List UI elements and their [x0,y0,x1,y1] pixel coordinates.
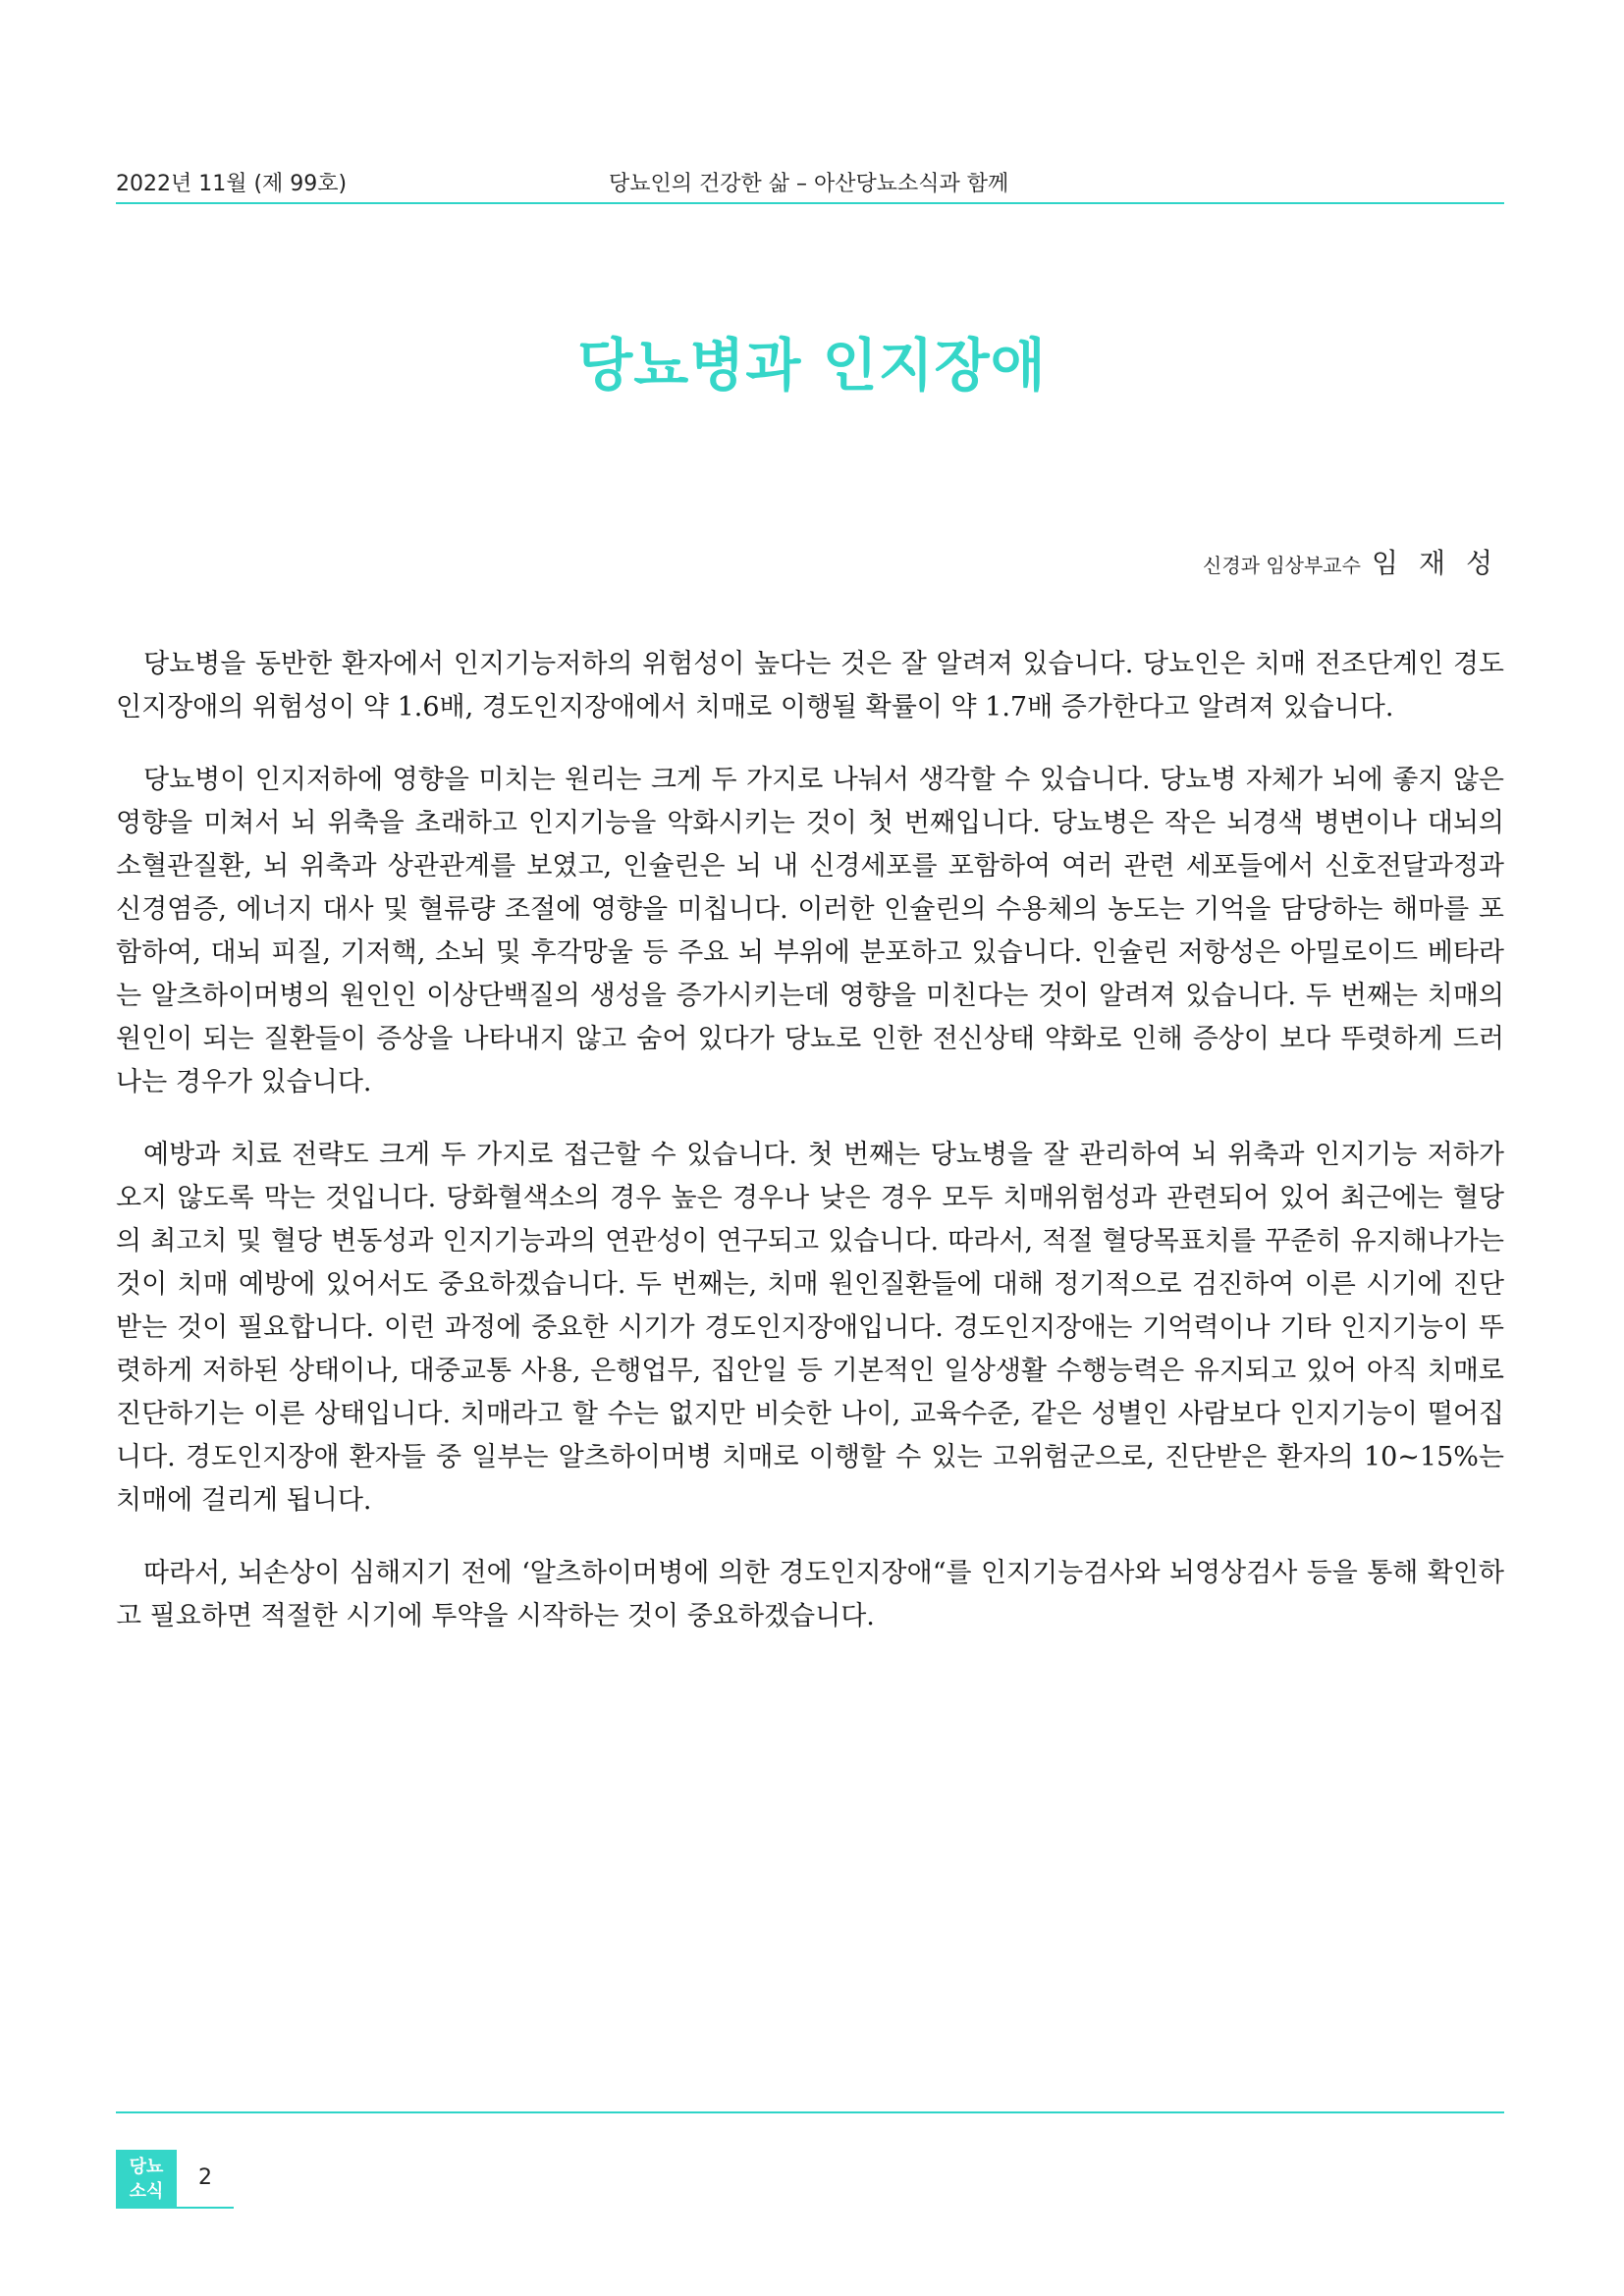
paragraph-2: 당뇨병이 인지저하에 영향을 미치는 원리는 크게 두 가지로 나눠서 생각할 수 있습니다. 당뇨병 자체가 뇌에 좋지 않은 영향을 미쳐서 뇌 위축을 초래하고 인지기능을 악화시키는 것이 첫 번째입니다. 당뇨병은 작은 뇌경색 병변이나 대뇌의 소혈관질환, 뇌 위축과 상관관계를 보였고, 인슐린은 뇌 내 신경세포를 포함하여 여러 관련 세포들에서 신호전달과정과 신경염증, 에너지 대사 및 혈류량 조절에 영향을 미칩니다. 이러한 인슐린의 수용체의 농도는 기억을 담당하는 해마를 포함하여, 대뇌 피질, 기저핵, 소뇌 및 후각망울 등 주요 뇌 부위에 분포하고 있습니다. 인슐린 저항성은 아밀로이드 베타라는 알츠하이머병의 원인인 이상단백질의 생성을 증가시키는데 영향을 미친다는 것이 알려져 있습니다. 두 번째는 치매의 원인이 되는 질환들이 증상을 나타내지 않고 숨어 있다가 당뇨로 인한 전신상태 약화로 인해 증상이 보다 뚜렷하게 드러나는 경우가 있습니다. [116,765,1504,1097]
issue-date: 2022년 11월 (제 99호) [116,172,348,196]
logo-line-1: 당뇨 [129,2157,164,2177]
paragraph-4: 따라서, 뇌손상이 심해지기 전에 ‘알츠하이머병에 의한 경도인지장애“를 인지기능검사와 뇌영상검사 등을 통해 확인하고 필요하면 적절한 시기에 투약을 시작하는 것이 중요하겠습니다. [116,1558,1504,1631]
newsletter-logo [116,2150,177,2209]
article-title: 당뇨병과 인지장애 [577,332,1047,399]
paragraph-3: 예방과 치료 전략도 크게 두 가지로 접근할 수 있습니다. 첫 번째는 당뇨병을 잘 관리하여 뇌 위축과 인지기능 저하가 오지 않도록 막는 것입니다. 당화혈색소의 경우 높은 경우나 낮은 경우 모두 치매위험성과 관련되어 있어 최근에는 혈당의 최고치 및 혈당 변동성과 인지기능과의 연관성이 연구되고 있습니다. 따라서, 적절 혈당목표치를 꾸준히 유지해나가는 것이 치매 예방에 있어서도 중요하겠습니다. 두 번째는, 치매 원인질환들에 대해 정기적으로 검진하여 이른 시기에 진단받는 것이 필요합니다. 이런 과정에 중요한 시기가 경도인지장애입니다. 경도인지장애는 기억력이나 기타 인지기능이 뚜렷하게 저하된 상태이나, 대중교통 사용, 은행업무, 집안일 등 기본적인 일상생활 수행능력은 유지되고 있어 아직 치매로 진단하기는 이른 상태입니다. 치매라고 할 수는 없지만 비슷한 나이, 교육수준, 같은 성별인 사람보다 인지기능이 떨어집니다. 경도인지장애 환자들 중 일부는 알츠하이머병 치매로 이행할 수 있는 고위험군으로, 진단받은 환자의 10~15%는 치매에 걸리게 됩니다. [116,1140,1504,1516]
publication-name: 당뇨인의 건강한 삶 – 아산당뇨소식과 함께 [609,172,1009,196]
author-name: 임 재 성 [1372,547,1498,579]
footer-divider [116,2111,1504,2113]
logo-line-2: 소식 [129,2181,164,2202]
author-role: 신경과 임상부교수 [1203,554,1361,577]
paragraph-1: 당뇨병을 동반한 환자에서 인지기능저하의 위험성이 높다는 것은 잘 알려져 있습니다. 당뇨인은 치매 전조단계인 경도인지장애의 위험성이 약 1.6배, 경도인지장애에서 치매로 이행될 확률이 약 1.7배 증가한다고 알려져 있습니다. [116,649,1504,722]
page-header [116,167,1504,204]
article-body [116,643,1504,1668]
page-number: 2 [177,2150,234,2209]
author-byline [1203,542,1498,581]
